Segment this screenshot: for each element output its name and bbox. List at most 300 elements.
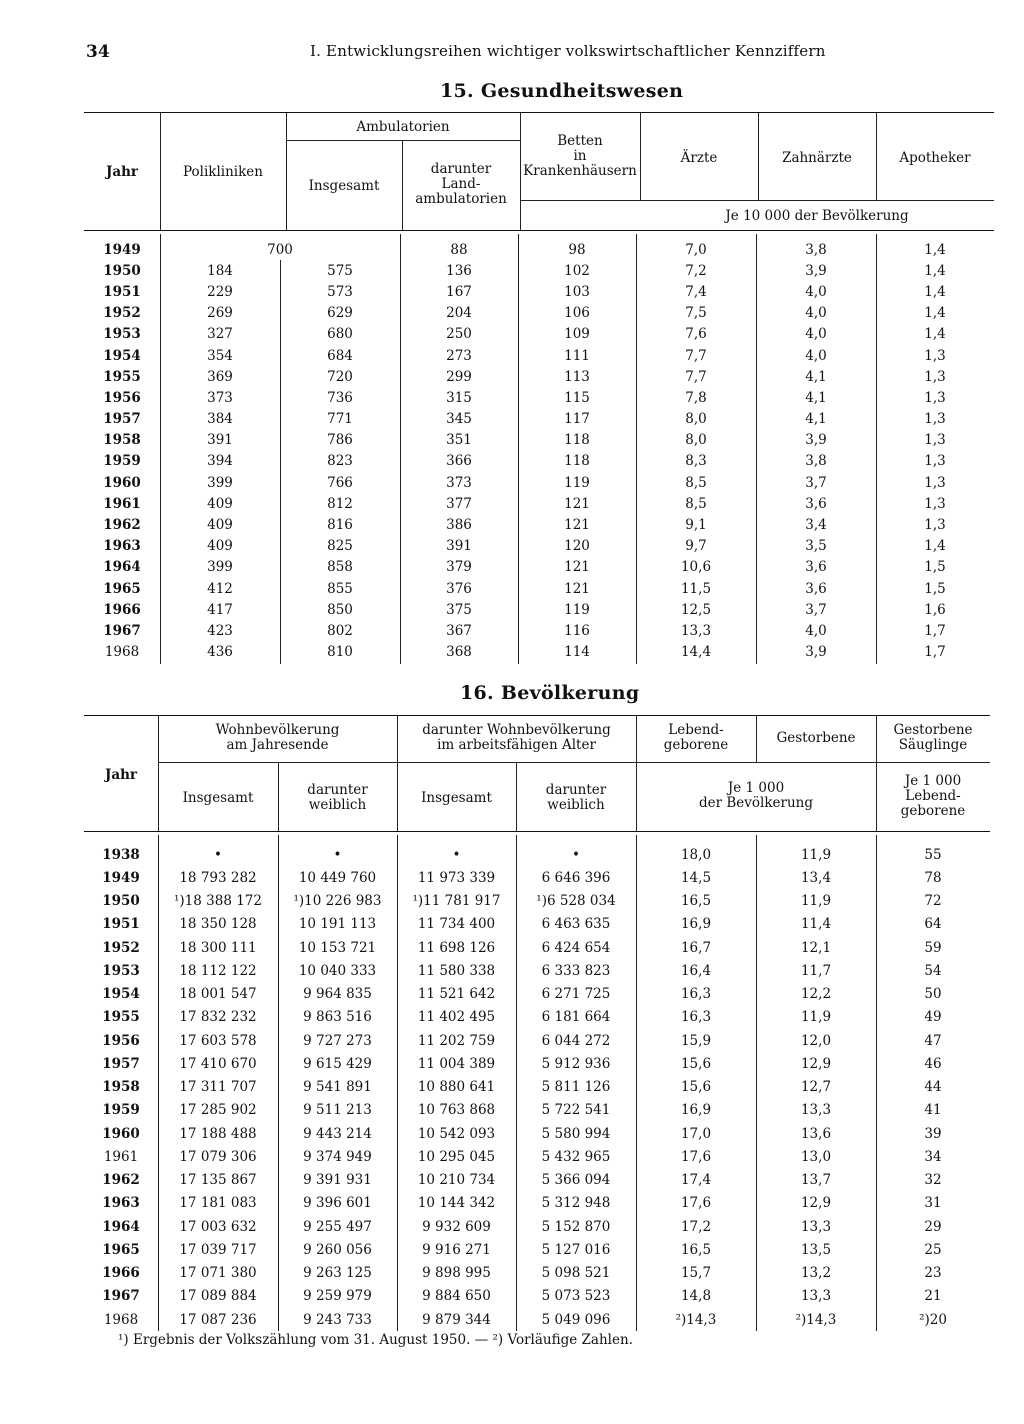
header-ambulatorien-2: ambulatorien bbox=[415, 190, 507, 207]
table-row bbox=[84, 1192, 990, 1215]
table-cell: 4,0 bbox=[805, 326, 827, 343]
table-cell: 575 bbox=[327, 262, 353, 279]
table-row bbox=[84, 1285, 990, 1308]
table-cell: 39 bbox=[924, 1125, 942, 1142]
table-cell: 3,7 bbox=[805, 474, 827, 491]
table-cell: 10 449 760 bbox=[298, 869, 377, 886]
table-cell: 46 bbox=[924, 1055, 942, 1072]
table-cell: 9 932 609 bbox=[422, 1218, 491, 1235]
table-cell: ²)20 bbox=[919, 1311, 947, 1328]
table-cell: 10 542 093 bbox=[417, 1125, 496, 1142]
table-cell: 6 044 272 bbox=[541, 1032, 611, 1049]
table-cell: 121 bbox=[564, 495, 590, 512]
footnote: ¹) Ergebnis der Volkszählung vom 31. August 1950. — ²) Vorläufige Zahlen. bbox=[118, 1332, 633, 1348]
table-cell: 32 bbox=[924, 1172, 942, 1189]
table-cell: 11 734 400 bbox=[417, 916, 496, 933]
header-jahr-16: Jahr bbox=[104, 766, 138, 783]
table-row bbox=[84, 1029, 990, 1052]
table-cell: 72 bbox=[924, 893, 942, 910]
table-cell: 16,5 bbox=[680, 893, 712, 910]
year-cell: 1961 bbox=[103, 495, 141, 512]
year-cell: 1966 bbox=[102, 1265, 140, 1282]
table-cell: 15,7 bbox=[680, 1265, 712, 1282]
table-row bbox=[84, 366, 994, 387]
table-row bbox=[84, 1076, 990, 1099]
table-cell: 700 bbox=[267, 241, 293, 258]
header-wohn-1: Wohnbevölkerung bbox=[215, 722, 340, 738]
table-cell: 736 bbox=[327, 389, 353, 406]
table-cell: 109 bbox=[564, 326, 590, 343]
header-polikliniken: Polikliniken bbox=[183, 163, 263, 180]
table-cell: 7,7 bbox=[685, 347, 707, 364]
table-cell: 12,1 bbox=[800, 939, 832, 956]
year-cell: 1952 bbox=[102, 939, 140, 956]
table-cell: 5 049 096 bbox=[541, 1311, 611, 1328]
year-cell: 1953 bbox=[103, 326, 141, 343]
year-cell: 1954 bbox=[103, 347, 141, 364]
table-cell: 167 bbox=[446, 283, 472, 300]
table-cell: 9 863 516 bbox=[303, 1009, 372, 1026]
table-row bbox=[84, 409, 994, 430]
table-cell: 7,8 bbox=[685, 389, 707, 406]
table-row bbox=[84, 1052, 990, 1075]
table-cell: 11 004 389 bbox=[417, 1055, 496, 1072]
table-cell: 8,0 bbox=[685, 411, 707, 428]
table-cell: 5 098 521 bbox=[541, 1265, 611, 1282]
table-cell: 47 bbox=[924, 1032, 942, 1049]
header-wohnbevoelkerung bbox=[158, 718, 397, 758]
table-cell: 3,6 bbox=[805, 559, 827, 576]
table-cell: 16,9 bbox=[680, 1102, 712, 1119]
table-cell: 9 615 429 bbox=[303, 1055, 372, 1072]
table-cell: 229 bbox=[207, 283, 233, 300]
table-cell: 12,7 bbox=[800, 1079, 832, 1096]
table-cell: 9 916 271 bbox=[422, 1241, 491, 1258]
year-cell: 1952 bbox=[103, 305, 141, 322]
table-cell: 17 087 236 bbox=[179, 1311, 257, 1328]
table-cell: 399 bbox=[207, 559, 233, 576]
table-row bbox=[84, 578, 994, 599]
table-cell: 412 bbox=[207, 580, 233, 597]
table-cell: 113 bbox=[564, 368, 590, 385]
table-cell: 858 bbox=[327, 559, 353, 576]
table-cell: 379 bbox=[446, 559, 472, 576]
year-cell: 1955 bbox=[102, 1009, 140, 1026]
table-cell: 121 bbox=[564, 559, 590, 576]
table-cell: 17 071 380 bbox=[179, 1265, 257, 1282]
header-jahr: Jahr bbox=[105, 163, 139, 180]
table-cell: 6 424 654 bbox=[541, 939, 611, 956]
table-cell: 11,7 bbox=[800, 962, 832, 979]
year-cell: 1963 bbox=[102, 1195, 140, 1212]
table-cell: 367 bbox=[446, 622, 472, 639]
table-row bbox=[84, 983, 990, 1006]
table-cell: 366 bbox=[446, 453, 472, 470]
table-cell: 9 260 056 bbox=[303, 1241, 372, 1258]
table-cell: 10 880 641 bbox=[417, 1079, 496, 1096]
table-cell: 680 bbox=[327, 326, 353, 343]
table-row bbox=[84, 451, 994, 472]
header-lebend-1: Lebend- bbox=[668, 722, 724, 738]
table-cell: 409 bbox=[207, 538, 233, 555]
header-weiblich-b bbox=[516, 778, 636, 818]
table-cell: 8,3 bbox=[685, 453, 707, 470]
year-cell: 1965 bbox=[102, 1241, 140, 1258]
table-row bbox=[84, 387, 994, 408]
table-15-body bbox=[84, 239, 994, 663]
table-cell: 9 259 979 bbox=[303, 1288, 372, 1305]
table-cell: 21 bbox=[924, 1288, 942, 1305]
year-cell: 1962 bbox=[103, 517, 141, 534]
table-cell: 9 443 214 bbox=[303, 1125, 372, 1142]
table-cell: 17 311 707 bbox=[179, 1079, 257, 1096]
table-row bbox=[84, 260, 994, 281]
table-cell: 18 001 547 bbox=[179, 986, 257, 1003]
year-cell: 1967 bbox=[103, 622, 141, 639]
table-row bbox=[84, 866, 990, 889]
table-cell: 5 432 965 bbox=[541, 1148, 611, 1165]
table-cell: 786 bbox=[327, 432, 353, 449]
header-betten-2: in bbox=[573, 147, 587, 164]
year-cell: 1951 bbox=[102, 916, 140, 933]
table-cell: 119 bbox=[564, 474, 590, 491]
table-cell: 4,0 bbox=[805, 305, 827, 322]
table-row bbox=[84, 890, 990, 913]
table-cell: 9 255 497 bbox=[303, 1218, 372, 1235]
table-cell: 9 391 931 bbox=[303, 1172, 372, 1189]
table-row bbox=[84, 303, 994, 324]
table-cell: 6 463 635 bbox=[541, 916, 611, 933]
header-je-1000-c: Je 1 000 bbox=[904, 772, 962, 789]
year-cell: 1955 bbox=[103, 368, 141, 385]
table-cell: 50 bbox=[924, 986, 942, 1003]
table-cell: 12,0 bbox=[800, 1032, 832, 1049]
table-row bbox=[84, 1308, 990, 1331]
year-cell: 1954 bbox=[102, 986, 140, 1003]
table-cell: 3,6 bbox=[805, 495, 827, 512]
table-cell: 11 402 495 bbox=[417, 1009, 496, 1026]
header-je-1000-bev bbox=[636, 776, 876, 816]
table-row bbox=[84, 1262, 990, 1285]
year-cell: 1965 bbox=[103, 580, 141, 597]
table-row bbox=[84, 1238, 990, 1261]
header-darunter-b: darunter bbox=[545, 782, 607, 798]
table-cell: 10 763 868 bbox=[417, 1102, 496, 1119]
table-cell: 3,9 bbox=[805, 432, 827, 449]
table-cell: 771 bbox=[327, 411, 353, 428]
table-cell: 373 bbox=[446, 474, 472, 491]
table-cell: 354 bbox=[207, 347, 233, 364]
table-cell: 5 127 016 bbox=[541, 1241, 611, 1258]
table-cell: 13,4 bbox=[800, 869, 832, 886]
year-cell: 1959 bbox=[103, 453, 141, 470]
table-cell: 5 722 541 bbox=[541, 1102, 611, 1119]
table-cell: 25 bbox=[924, 1241, 942, 1258]
table-cell: 4,1 bbox=[805, 411, 827, 428]
header-insgesamt: Insgesamt bbox=[308, 177, 380, 194]
table-cell: 14,4 bbox=[680, 644, 712, 661]
header-darunter-a: darunter bbox=[307, 782, 368, 798]
table-row bbox=[84, 281, 994, 302]
table-cell: 64 bbox=[924, 916, 942, 933]
table-cell: 13,5 bbox=[800, 1241, 832, 1258]
table-cell: 15,6 bbox=[680, 1055, 712, 1072]
header-wohn-2: am Jahresende bbox=[226, 737, 329, 753]
header-betten-3: Krankenhäusern bbox=[523, 162, 637, 179]
year-cell: 1960 bbox=[102, 1125, 140, 1142]
table-cell: 54 bbox=[924, 962, 942, 979]
table-cell: 14,5 bbox=[680, 869, 712, 886]
table-cell: 7,2 bbox=[685, 262, 707, 279]
page-number: 34 bbox=[86, 42, 110, 62]
table-cell: 78 bbox=[924, 869, 942, 886]
table-cell: 9,1 bbox=[685, 517, 707, 534]
year-cell: 1968 bbox=[104, 644, 140, 661]
table-cell: 4,0 bbox=[805, 622, 827, 639]
table-cell: 136 bbox=[446, 262, 472, 279]
year-cell: 1968 bbox=[103, 1311, 139, 1328]
year-cell: 1963 bbox=[103, 538, 141, 555]
table-cell: 369 bbox=[207, 368, 233, 385]
table-cell: 10 295 045 bbox=[417, 1148, 496, 1165]
header-aerzte: Ärzte bbox=[680, 149, 718, 166]
table-cell: 17,6 bbox=[680, 1148, 712, 1165]
table-cell: 327 bbox=[207, 326, 233, 343]
header-arbeitsfaehig bbox=[397, 718, 636, 758]
table-row bbox=[84, 514, 994, 535]
table-row bbox=[84, 843, 990, 866]
table-cell: 823 bbox=[327, 453, 353, 470]
year-cell: 1959 bbox=[102, 1102, 140, 1119]
table-cell: 13,3 bbox=[800, 1288, 832, 1305]
header-zahnaerzte: Zahnärzte bbox=[782, 149, 852, 166]
header-arb-1: darunter Wohnbevölkerung bbox=[422, 722, 611, 738]
table-cell: 11,9 bbox=[800, 846, 832, 863]
table-cell: 1,4 bbox=[924, 283, 946, 300]
table-cell: 9,7 bbox=[685, 538, 707, 555]
year-cell: 1964 bbox=[103, 559, 141, 576]
table-cell: 44 bbox=[924, 1079, 942, 1096]
table-cell: 10 153 721 bbox=[298, 939, 377, 956]
table-row bbox=[84, 1145, 990, 1168]
table-row bbox=[84, 620, 994, 641]
table-cell: 11 202 759 bbox=[417, 1032, 496, 1049]
table-cell: 375 bbox=[446, 601, 472, 618]
table-cell: 13,3 bbox=[800, 1102, 832, 1119]
table-cell: 17 188 488 bbox=[179, 1125, 257, 1142]
table-cell: 9 263 125 bbox=[303, 1265, 372, 1282]
year-cell: 1966 bbox=[103, 601, 141, 618]
table-row bbox=[84, 345, 994, 366]
table-cell: ²)14,3 bbox=[795, 1311, 837, 1328]
table-cell: 6 181 664 bbox=[541, 1009, 611, 1026]
table-cell: 6 333 823 bbox=[541, 962, 611, 979]
table-cell: 368 bbox=[446, 644, 472, 661]
year-cell: 1956 bbox=[103, 389, 141, 406]
table-row bbox=[84, 239, 994, 260]
table-cell: 9 396 601 bbox=[303, 1195, 372, 1212]
header-saeug-2: Säuglinge bbox=[898, 737, 968, 753]
table-cell: 3,9 bbox=[805, 262, 827, 279]
table-cell: 766 bbox=[327, 474, 353, 491]
table-row bbox=[84, 536, 994, 557]
table-cell: 18 300 111 bbox=[179, 939, 257, 956]
table-cell: 34 bbox=[924, 1148, 942, 1165]
table-cell: 11,4 bbox=[800, 916, 832, 933]
table-cell: 16,4 bbox=[680, 962, 712, 979]
table-row bbox=[84, 1099, 990, 1122]
table-cell: 5 912 936 bbox=[541, 1055, 611, 1072]
table-cell: 315 bbox=[446, 389, 472, 406]
table-cell: 3,8 bbox=[805, 241, 827, 258]
table-cell: • bbox=[452, 846, 461, 863]
table-row bbox=[84, 599, 994, 620]
table-cell: 49 bbox=[924, 1009, 942, 1026]
table-15-title: 15. Gesundheitswesen bbox=[440, 80, 684, 102]
header-saeug-1: Gestorbene bbox=[893, 722, 973, 738]
table-cell: 11,5 bbox=[680, 580, 712, 597]
year-cell: 1938 bbox=[102, 846, 140, 863]
table-cell: 10 040 333 bbox=[298, 962, 377, 979]
table-cell: 16,5 bbox=[680, 1241, 712, 1258]
table-cell: 17 603 578 bbox=[179, 1032, 257, 1049]
table-cell: 13,3 bbox=[800, 1218, 832, 1235]
table-cell: 16,9 bbox=[680, 916, 712, 933]
table-cell: 802 bbox=[327, 622, 353, 639]
table-cell: 345 bbox=[446, 411, 472, 428]
year-cell: 1950 bbox=[102, 893, 140, 910]
table-cell: 1,3 bbox=[924, 368, 946, 385]
table-cell: 391 bbox=[446, 538, 472, 555]
table-cell: 1,6 bbox=[924, 601, 946, 618]
table-cell: 120 bbox=[564, 538, 590, 555]
table-cell: 8,0 bbox=[685, 432, 707, 449]
table-cell: 269 bbox=[207, 305, 233, 322]
header-je-1000-a: Je 1 000 bbox=[727, 780, 785, 796]
table-cell: 1,4 bbox=[924, 538, 946, 555]
table-cell: 23 bbox=[924, 1265, 942, 1282]
table-cell: 7,0 bbox=[685, 241, 707, 258]
table-cell: 14,8 bbox=[680, 1288, 712, 1305]
table-cell: 1,7 bbox=[924, 644, 946, 661]
table-cell: 17,2 bbox=[680, 1218, 712, 1235]
table-cell: 373 bbox=[207, 389, 233, 406]
table-cell: • bbox=[214, 846, 222, 863]
table-cell: 16,3 bbox=[680, 986, 712, 1003]
table-row bbox=[84, 324, 994, 345]
table-cell: 98 bbox=[568, 241, 586, 258]
table-cell: 417 bbox=[207, 601, 233, 618]
table-cell: 377 bbox=[446, 495, 472, 512]
table-cell: 1,4 bbox=[924, 326, 946, 343]
table-cell: 1,4 bbox=[924, 305, 946, 322]
table-cell: 9 243 733 bbox=[303, 1311, 372, 1328]
table-cell: 720 bbox=[327, 368, 353, 385]
table-cell: 376 bbox=[446, 580, 472, 597]
header-land-ambulatorien bbox=[402, 160, 520, 208]
table-row bbox=[84, 1169, 990, 1192]
table-cell: 1,5 bbox=[924, 559, 946, 576]
table-row bbox=[84, 1122, 990, 1145]
table-cell: 17,4 bbox=[680, 1172, 712, 1189]
table-cell: 17 135 867 bbox=[179, 1172, 257, 1189]
table-16-title: 16. Bevölkerung bbox=[460, 682, 640, 704]
table-row bbox=[84, 642, 994, 663]
table-cell: 17 832 232 bbox=[179, 1009, 257, 1026]
table-cell: 6 646 396 bbox=[541, 869, 611, 886]
header-apotheker: Apotheker bbox=[899, 149, 971, 166]
table-cell: 103 bbox=[564, 283, 590, 300]
year-cell: 1960 bbox=[103, 474, 141, 491]
table-cell: 9 374 949 bbox=[303, 1148, 372, 1165]
table-cell: 9 727 273 bbox=[303, 1032, 372, 1049]
table-cell: 17,6 bbox=[680, 1195, 712, 1212]
table-cell: 12,5 bbox=[680, 601, 712, 618]
table-row bbox=[84, 1006, 990, 1029]
table-cell: 409 bbox=[207, 517, 233, 534]
table-cell: 17 181 083 bbox=[179, 1195, 257, 1212]
table-cell: 118 bbox=[564, 453, 590, 470]
table-cell: 5 366 094 bbox=[541, 1172, 611, 1189]
table-cell: 116 bbox=[564, 622, 590, 639]
table-cell: 1,3 bbox=[924, 517, 946, 534]
table-cell: 16,3 bbox=[680, 1009, 712, 1026]
table-cell: 106 bbox=[564, 305, 590, 322]
year-cell: 1957 bbox=[103, 411, 141, 428]
header-insgesamt-a: Insgesamt bbox=[182, 789, 254, 806]
table-cell: 1,5 bbox=[924, 580, 946, 597]
header-darunter: darunter bbox=[430, 160, 492, 177]
table-cell: 9 541 891 bbox=[303, 1079, 372, 1096]
year-cell: 1953 bbox=[102, 962, 140, 979]
table-cell: 4,0 bbox=[805, 283, 827, 300]
table-cell: 9 964 835 bbox=[303, 986, 372, 1003]
year-cell: 1961 bbox=[103, 1148, 139, 1165]
header-weiblich-a bbox=[278, 778, 397, 818]
table-cell: 7,6 bbox=[685, 326, 707, 343]
table-cell: 273 bbox=[446, 347, 472, 364]
table-cell: 118 bbox=[564, 432, 590, 449]
header-weiblich-a-text: weiblich bbox=[308, 797, 367, 813]
table-cell: 121 bbox=[564, 580, 590, 597]
table-row bbox=[84, 936, 990, 959]
table-cell: 1,3 bbox=[924, 474, 946, 491]
table-cell: 17,0 bbox=[680, 1125, 712, 1142]
table-cell: 11 580 338 bbox=[417, 962, 496, 979]
table-cell: 184 bbox=[207, 262, 233, 279]
table-16-body bbox=[84, 843, 990, 1331]
table-cell: 5 073 523 bbox=[541, 1288, 611, 1305]
table-cell: 1,3 bbox=[924, 495, 946, 512]
table-row bbox=[84, 472, 994, 493]
table-cell: 3,4 bbox=[805, 517, 827, 534]
table-cell: 299 bbox=[446, 368, 472, 385]
table-cell: 18 350 128 bbox=[179, 916, 257, 933]
table-cell: 55 bbox=[924, 846, 942, 863]
year-cell: 1958 bbox=[103, 432, 141, 449]
table-cell: 13,2 bbox=[800, 1265, 832, 1282]
table-cell: 3,8 bbox=[805, 453, 827, 470]
table-cell: ¹)6 528 034 bbox=[536, 893, 616, 910]
table-cell: 9 898 995 bbox=[422, 1265, 491, 1282]
table-cell: 394 bbox=[207, 453, 233, 470]
header-betten bbox=[520, 132, 640, 180]
table-cell: 9 879 344 bbox=[422, 1311, 491, 1328]
table-cell: 850 bbox=[327, 601, 353, 618]
table-cell: 855 bbox=[327, 580, 353, 597]
table-cell: 629 bbox=[327, 305, 353, 322]
table-cell: 11,9 bbox=[800, 1009, 832, 1026]
